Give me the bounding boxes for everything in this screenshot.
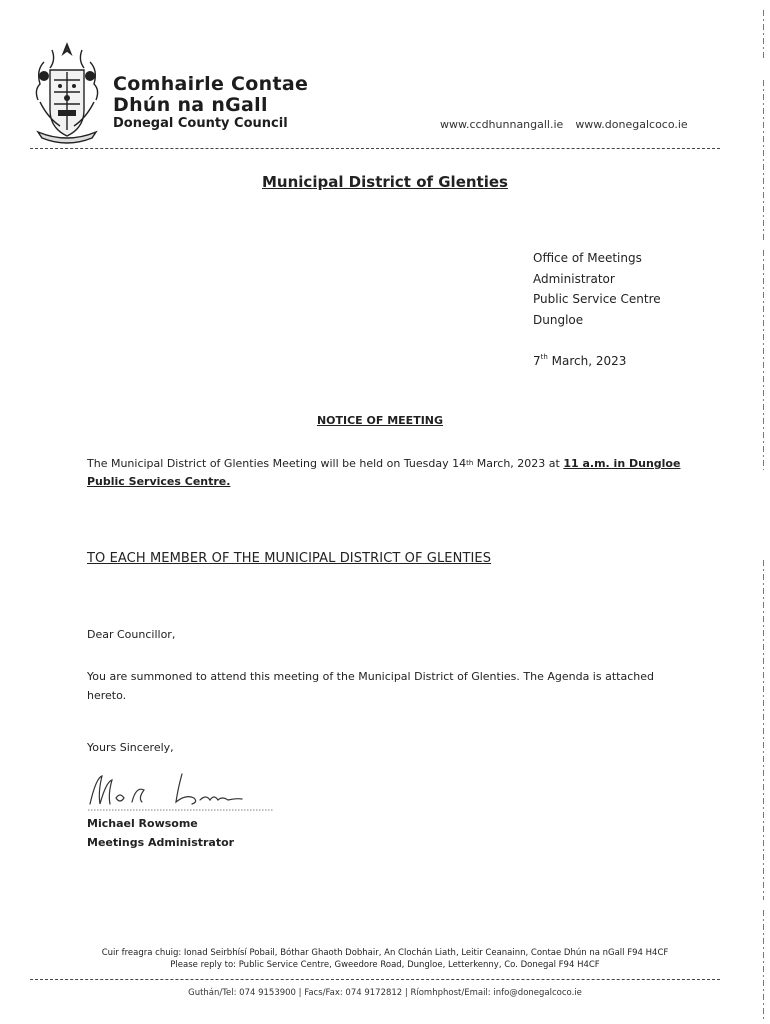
meeting-text: The Municipal District of Glenties Meeting will be held on Tuesday 14 (87, 457, 467, 470)
website-irish-link[interactable]: www.ccdhunnangall.ie (440, 118, 564, 131)
signer-title: Meetings Administrator (87, 836, 235, 849)
notice-heading: NOTICE OF MEETING (316, 414, 444, 427)
date-day-suffix: th (540, 353, 548, 361)
meeting-date-suffix: th (466, 459, 474, 467)
district-title: Municipal District of Glenties (262, 173, 508, 191)
date-rest: March, 2023 (547, 354, 627, 368)
date-day: 7 (533, 354, 541, 368)
letter-date (533, 354, 626, 368)
address-line: Office of Meetings (533, 251, 642, 265)
meeting-time-venue: 11 a.m. in Dungloe Public Services Centre. (87, 457, 681, 488)
council-name-irish-line1: Comhairle Contae (113, 73, 309, 95)
salutation: Dear Councillor, (87, 628, 176, 641)
address-line: Dungloe (533, 312, 584, 327)
website-english-link[interactable]: www.donegalcoco.ie (575, 118, 688, 131)
council-crest-icon (30, 40, 105, 145)
sender-address (533, 248, 661, 330)
council-name-english: Donegal County Council (113, 116, 288, 131)
summons-text: You are summoned to attend this meeting of the Municipal District of Glenties. The Agenda is attached hereto. (87, 670, 654, 702)
footer-divider (30, 979, 720, 980)
address-line: Public Service Centre (533, 292, 661, 306)
reply-address-irish: Cuir freagra chuig: Ionad Seirbhísí Pobail, Bóthar Ghaoth Dobhair, An Clochán Liath, Leitir Ceanainn, Contae Dhún na nGall F94 H4CF (101, 948, 669, 958)
address-line: Administrator (533, 271, 615, 286)
closing: Yours Sincerely, (87, 741, 174, 754)
council-name-irish-line2: Dhún na nGall (113, 94, 268, 116)
meeting-notice (87, 455, 687, 491)
council-name-irish (113, 74, 308, 116)
meeting-text-after: March, 2023 at (473, 457, 564, 470)
contact-line: Guthán/Tel: 074 9153900 | Facs/Fax: 074 9172812 | Ríomhphost/Email: info@donegalcoco.ie (188, 988, 582, 998)
website-links (440, 118, 700, 131)
signature (86, 768, 276, 814)
reply-address-english: Please reply to: Public Service Centre, Gweedore Road, Dungloe, Letterkenny, Co. Donegal F94 H4CF (170, 960, 600, 970)
scan-edge (762, 0, 765, 1024)
members-heading: TO EACH MEMBER OF THE MUNICIPAL DISTRICT OF GLENTIES (87, 551, 492, 566)
header-divider (30, 148, 720, 149)
signer-name: Michael Rowsome (87, 817, 198, 830)
